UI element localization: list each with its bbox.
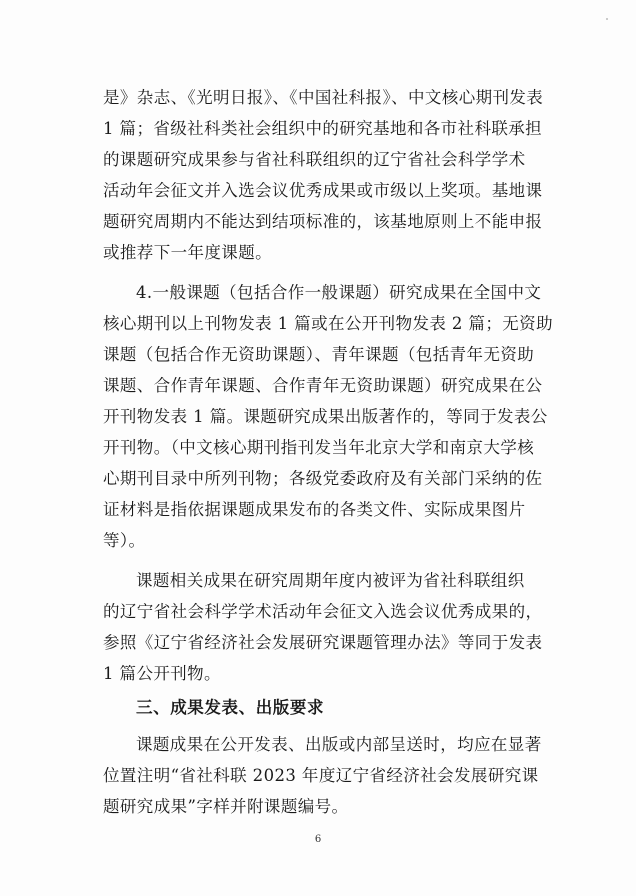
- text-line: 课题、合作青年课题、合作青年无资助课题）研究成果在公: [103, 376, 543, 395]
- text-line: 核心期刊以上刊物发表 1 篇或在公开刊物发表 2 篇；无资助: [103, 314, 553, 333]
- text-line: 或推荐下一年度课题。: [103, 243, 272, 262]
- text-line: 课题相关成果在研究周期年度内被评为省社科联组织: [136, 571, 525, 590]
- text-line: 证材料是指依据课题成果发布的各类文件、实际成果图片: [103, 500, 526, 519]
- text-line: 是》杂志、《光明日报》、《中国社科报》、中文核心期刊发表: [103, 88, 544, 107]
- text-line: 的辽宁省社会科学学术活动年会征文入选会议优秀成果的，: [103, 602, 543, 621]
- text-line: 题研究成果”字样并附课题编号。: [103, 797, 349, 816]
- text-line: 等）。: [103, 531, 146, 550]
- scan-speck: [606, 18, 608, 20]
- text-line: 的课题研究成果参与省社科联组织的辽宁省社会科学学术: [103, 150, 526, 169]
- text-line: 1 篇公开刊物。: [103, 664, 221, 683]
- section-heading: 三、成果发表、出版要求: [136, 698, 325, 717]
- text-line: 开刊物。（中文核心期刊指刊发当年北京大学和南京大学核: [103, 438, 535, 457]
- text-line: 课题成果在公开发表、出版或内部呈送时，均应在显著: [136, 735, 542, 754]
- text-line: 开刊物发表 1 篇。课题研究成果出版著作的，等同于发表公: [103, 407, 548, 426]
- text-line: 心期刊目录中所列刊物；各级党委政府及有关部门采纳的佐: [103, 469, 543, 488]
- text-line: 课题（包括合作无资助课题）、青年课题（包括青年无资助: [103, 345, 535, 364]
- text-line: 4.一般课题（包括合作一般课题）研究成果在全国中文: [136, 283, 542, 302]
- text-line: 参照《辽宁省经济社会发展研究课题管理办法》等同于发表: [103, 633, 543, 652]
- text-line: 位置注明“省社科联 2023 年度辽宁省经济社会发展研究课: [103, 766, 539, 785]
- text-line: 题研究周期内不能达到结项标准的，该基地原则上不能申报: [103, 212, 543, 231]
- text-line: 活动年会征文并入选会议优秀成果或市级以上奖项。基地课: [103, 181, 543, 200]
- page-number: 6: [314, 834, 322, 845]
- text-line: 1 篇；省级社科类社会组织中的研究基地和各市社科联承担: [103, 119, 543, 138]
